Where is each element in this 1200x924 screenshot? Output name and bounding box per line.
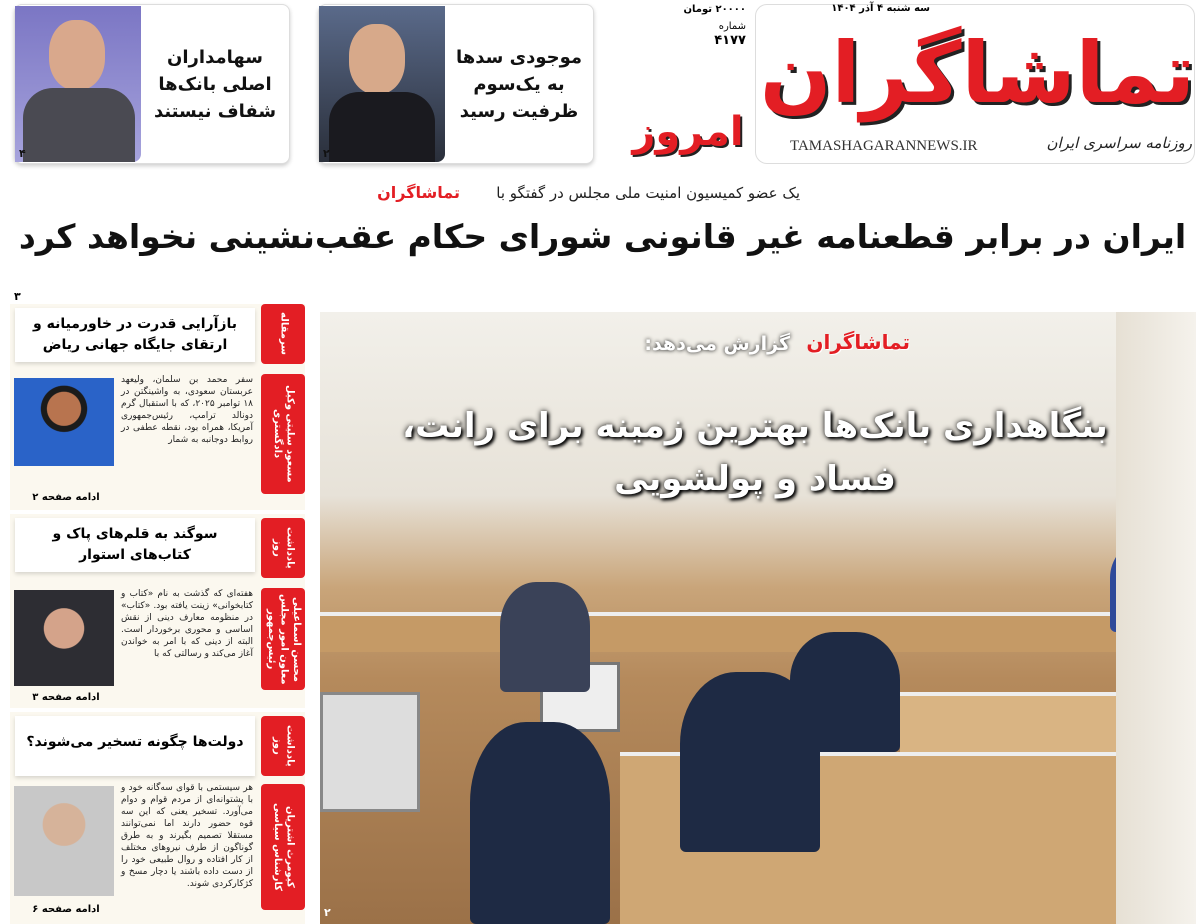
- headline-kicker: یک عضو کمیسیون امنیت ملی مجلس در گفتگو با: [496, 184, 800, 202]
- slogan: روزنامه سراسری ایران: [1046, 134, 1192, 152]
- newspaper-logo: تماشاگران: [759, 24, 1195, 122]
- issue-label: شماره: [718, 21, 746, 32]
- note-column[interactable]: [10, 712, 305, 924]
- section-tag: یادداشت روز: [261, 716, 305, 776]
- website-url[interactable]: TAMASHAGARANNEWS.IR: [790, 138, 978, 154]
- logo-subtitle: امروز: [632, 109, 744, 155]
- section-tag: یادداشت روز: [261, 518, 305, 578]
- author-tag: مسعود سلیتی وکیل دادگستری: [261, 374, 305, 494]
- continue-link[interactable]: ادامه صفحه ۶: [32, 904, 100, 915]
- continue-link[interactable]: ادامه صفحه ۳: [32, 692, 100, 703]
- continue-link[interactable]: ادامه صفحه ۲: [32, 492, 100, 503]
- author-photo: [14, 590, 114, 686]
- article-body: هر سیستمی با قوای سه‌گانه خود و با پشتوانه‌ای از مردم قوام و دوام می‌آورد. تسخیر یعنی که این سه قوه حضور دارند اما نمی‌توانند مستقلا تصمیم بگیرند و به طرق گوناگون از طرف نیروهای مختلف از کار افتاده و روال طبیعی خود را از دست داده باشند یا دچار مسخ و کژکارکردی شوند.: [121, 783, 253, 889]
- page-ref: ۲: [323, 147, 330, 160]
- issue-date: سه شنبه ۴ آذر ۱۴۰۴: [831, 3, 930, 14]
- feature-label: گزارش می‌دهد:: [644, 333, 790, 355]
- teaser-dams[interactable]: [318, 4, 594, 164]
- article-title: بازآرایی قدرت در خاورمیانه و ارتقای جایگاه جهانی ریاض: [15, 308, 255, 362]
- kicker-brand: تماشاگران: [377, 183, 460, 202]
- section-tag: سرمقاله: [261, 304, 305, 364]
- article-title: سوگند به قلم‌های پاک و کتاب‌های استوار: [15, 518, 255, 572]
- teaser-photo: [319, 6, 445, 162]
- author-tag: کیومرث اشتریان کارشناس سیاسی: [261, 784, 305, 910]
- main-headline[interactable]: ایران در برابر قطعنامه غیر قانونی شورای حکام عقب‌نشینی نخواهد کرد: [18, 217, 1187, 256]
- issue-value: ۴۱۷۷: [714, 33, 746, 48]
- price: ۲۰۰۰۰ تومان: [683, 4, 746, 15]
- teaser-banks[interactable]: [14, 4, 290, 164]
- page-ref: ۴: [19, 147, 26, 160]
- teaser-title: موجودی سدها به یک‌سوم ظرفیت رسید: [455, 46, 583, 122]
- author-photo: [14, 378, 114, 466]
- author-tag: محسن اسماعیلی معاون امور مجلس رئیس‌جمهور: [261, 588, 305, 690]
- article-body: سفر محمد بن سلمان، ولیعهد عربستان سعودی، به واشینگتن در ۱۸ توامبر ۲۰۲۵، که با استقبال گرم دونالد ترامپ، رئیس‌جمهوری آمریکا، همراه بود، نقطه عطفی در روابط دوجانبه به شمار: [121, 375, 253, 445]
- feature-title[interactable]: بنگاهداری بانک‌ها بهترین زمینه برای رانت، فساد و پولشویی: [402, 406, 1108, 499]
- teaser-title: سهامداران اصلی بانک‌ها شفاف نیستند: [153, 46, 277, 122]
- note-column[interactable]: [10, 514, 305, 708]
- page-ref: ۲: [324, 906, 331, 919]
- author-photo: [14, 786, 114, 896]
- article-title: دولت‌ها چگونه تسخیر می‌شوند؟: [15, 716, 255, 776]
- issue-number: [626, 20, 746, 48]
- editorial-column[interactable]: [10, 304, 305, 510]
- teaser-photo: [15, 6, 141, 162]
- feature-brand: تماشاگران: [806, 330, 910, 354]
- page-ref: ۳: [14, 290, 21, 303]
- article-body: هفته‌ای که گذشت به نام «کتاب و کتابخوانی» زینت یافته بود. «کتاب» در منظومه معارف دینی از نقش اساسی و محوری برخوردار است. البته از دینی که با امر به خواندن آغاز می‌کند و رسالتی که با: [121, 589, 253, 659]
